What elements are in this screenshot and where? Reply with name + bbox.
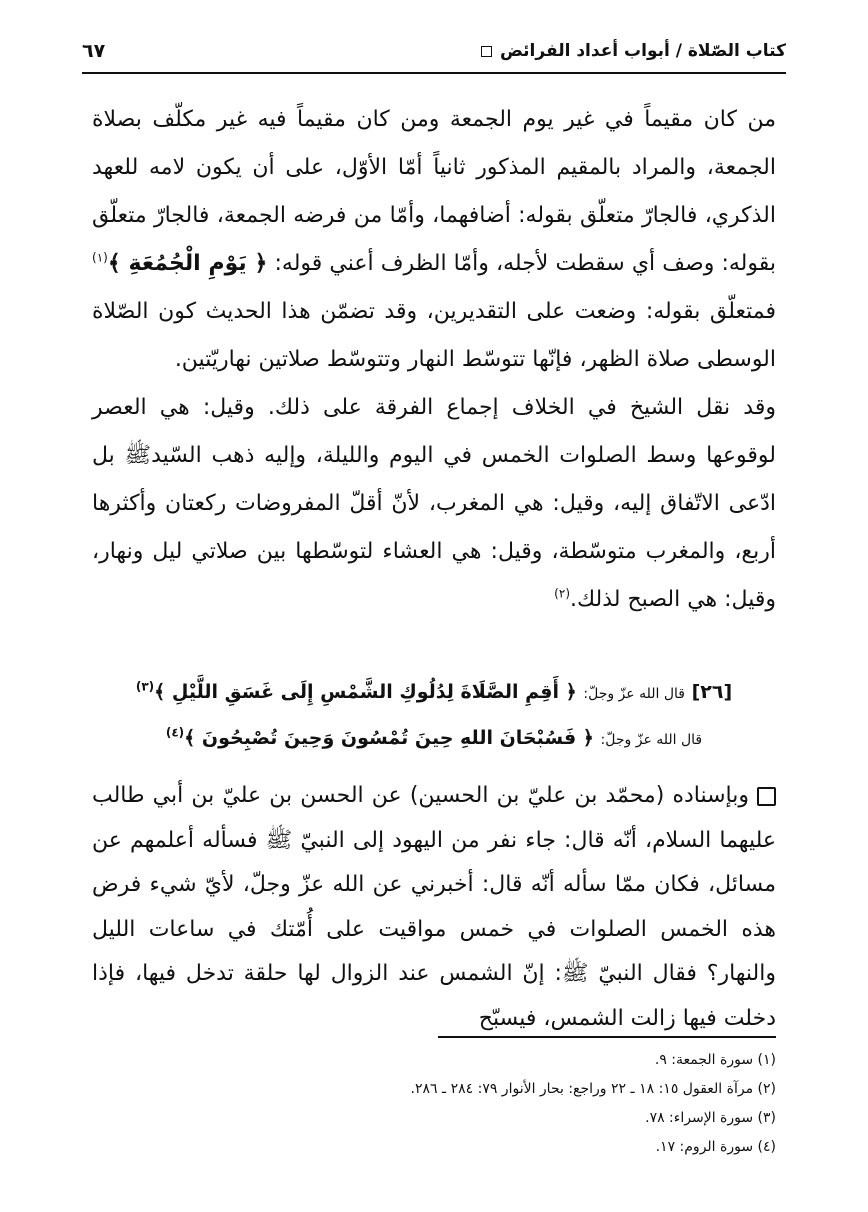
running-header: [82, 36, 786, 66]
footnotes: [92, 1046, 776, 1162]
hadith-text: وبإسناده (محمّد بن عليّ بن الحسين) عن الحسن بن عليّ بن أبي طالب عليهما السلام، أنّه قال: جاء نفر من اليهود إلى النبيّ ﷺ فسأله أعلمهم عن مسائل، فكان ممّا سأله أنّه قال: أخبرني عن الله عزّ وجلّ، لأيّ شيء فرض هذه الخمس الصلوات في خمس مواقيت على أُمّتك في ساعات الليل والنهار؟ فقال النبيّ ﷺ: إنّ الشمس عند الزوال لها حلقة تدخل فيها، فإذا دخلت فيها زالت الشمس، فيسبّح: [92, 783, 776, 1031]
footnote-ref-1[interactable]: (١): [92, 250, 108, 265]
verse-2: ﴿ فَسُبْحَانَ اللهِ حِينَ تُمْسُونَ وَحِينَ تُصْبِحُونَ ﴾: [184, 727, 594, 749]
footnote-2: (٢) مرآة العقول ١٥: ١٨ ـ ٢٢ وراجع: بحار الأنوار ٧٩: ٢٨٤ ـ ٢٨٦.: [410, 1081, 776, 1097]
footnote-4: (٤) سورة الروم: ١٧.: [655, 1139, 776, 1155]
header-divider: [82, 72, 786, 74]
footnote-ref-2[interactable]: (٢): [554, 586, 570, 601]
hadith-section: [92, 774, 776, 1041]
hadith-marker-icon: [757, 787, 776, 806]
quran-quote: ﴿ يَوْمِ الْجُمُعَةِ ﴾: [107, 251, 268, 276]
paragraph-2: [92, 384, 776, 624]
paragraph-1-continuation: فمتعلّق بقوله: وضعت على التقديرين، وقد تضمّن هذا الحديث كون الصّلاة الوسطى صلاة الظهر، فإنّها تتوسّط النهار وتتوسّط صلاتين نهاريّتين.: [92, 299, 776, 372]
footnote-ref-3[interactable]: (٣): [135, 679, 155, 694]
footnote-1: (١) سورة الجمعة: ٩.: [654, 1052, 776, 1068]
header-title-group: [481, 41, 786, 61]
verse-line-2: [92, 716, 776, 762]
verse-lead-2: قال الله عزّ وجلّ:: [600, 732, 703, 748]
square-ornament-icon: [481, 46, 492, 57]
paragraph-1-text: من كان مقيماً في غير يوم الجمعة ومن كان مقيماً فيه غير مكلّف بصلاة الجمعة، والمراد بالمقيم المذكور ثانياً أمّا الأوّل، على أن يكون لامه للعهد الذكري، فالجارّ متعلّق بقوله: أضافهما، وأمّا من فرضه الجمعة، فالجارّ متعلّق بقوله: وصف أي سقطت لأجله، وأمّا الظرف أعني قوله:: [92, 107, 777, 276]
footnote-divider: [438, 1036, 776, 1038]
verse-line-1: [92, 670, 776, 716]
footnote-3: (٣) سورة الإسراء: ٧٨.: [645, 1110, 776, 1126]
verse-lead-1: قال الله عزّ وجلّ:: [583, 686, 685, 702]
main-text: [92, 96, 776, 624]
paragraph-1: [92, 96, 776, 384]
verse-1: ﴿ أَقِمِ الصَّلَاةَ لِدُلُوكِ الشَّمْسِ إِلَى غَسَقِ اللَّيْلِ ﴾: [154, 681, 577, 703]
footnote-ref-4[interactable]: (٤): [165, 725, 185, 740]
page-number: ٦٧: [82, 40, 106, 62]
paragraph-2-text: وقد نقل الشيخ في الخلاف إجماع الفرقة على ذلك. وقيل: هي العصر لوقوعها وسط الصلوات الخمس في اليوم والليلة، وإليه ذهب السّيدﷺ بل ادّعى الاتّفاق إليه، وقيل: هي المغرب، لأنّ أقلّ المفروضات ركعتان وأكثرها أربع، والمغرب متوسّطة، وقيل: هي العشاء لتوسّطها بين صلاتي ليل ونهار، وقيل: هي الصبح لذلك.: [92, 395, 776, 612]
hadith-paragraph: [92, 774, 776, 1041]
section-number: [٢٦]: [691, 681, 733, 703]
verse-heading: [92, 670, 776, 762]
header-title: كتاب الصّلاة / أبواب أعداد الفرائض: [499, 41, 786, 61]
